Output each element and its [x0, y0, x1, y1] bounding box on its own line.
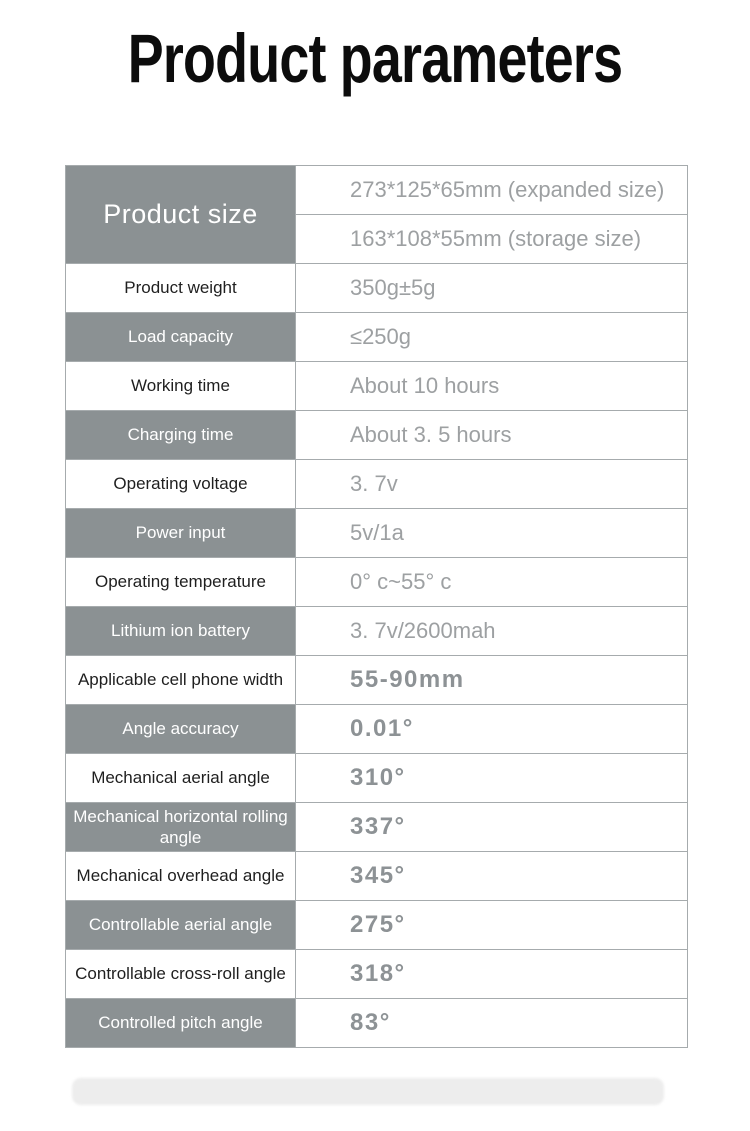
param-value-product-weight: 350g±5g — [296, 264, 688, 313]
table-row — [66, 803, 688, 852]
param-value-expanded-size: 273*125*65mm (expanded size) — [296, 166, 688, 215]
param-label-power-input: Power input — [66, 509, 296, 558]
param-value-power-input: 5v/1a — [296, 509, 688, 558]
param-label-controllable-cross-roll-angle: Controllable cross-roll angle — [66, 950, 296, 999]
table-row — [66, 264, 688, 313]
table-row — [66, 411, 688, 460]
table-row — [66, 362, 688, 411]
table-row — [66, 460, 688, 509]
param-value-cell-phone-width: 55-90mm — [296, 656, 688, 705]
param-label-operating-voltage: Operating voltage — [66, 460, 296, 509]
param-label-working-time: Working time — [66, 362, 296, 411]
param-value-storage-size: 163*108*55mm (storage size) — [296, 215, 688, 264]
param-value-mechanical-aerial-angle: 310° — [296, 754, 688, 803]
param-value-controlled-pitch-angle: 83° — [296, 999, 688, 1048]
table-row — [66, 999, 688, 1048]
table-row — [66, 558, 688, 607]
param-value-operating-voltage: 3. 7v — [296, 460, 688, 509]
table-row — [66, 852, 688, 901]
param-label-mechanical-overhead-angle: Mechanical overhead angle — [66, 852, 296, 901]
param-value-working-time: About 10 hours — [296, 362, 688, 411]
param-label-charging-time: Charging time — [66, 411, 296, 460]
table-row — [66, 313, 688, 362]
param-label-load-capacity: Load capacity — [66, 313, 296, 362]
param-value-mechanical-horizontal-rolling-angle: 337° — [296, 803, 688, 852]
table-row — [66, 509, 688, 558]
page-title: Product parameters — [127, 20, 623, 97]
param-label-lithium-ion-battery: Lithium ion battery — [66, 607, 296, 656]
param-value-mechanical-overhead-angle: 345° — [296, 852, 688, 901]
param-value-controllable-aerial-angle: 275° — [296, 901, 688, 950]
param-value-angle-accuracy: 0.01° — [296, 705, 688, 754]
param-value-operating-temperature: 0° c~55° c — [296, 558, 688, 607]
table-row — [66, 901, 688, 950]
param-value-controllable-cross-roll-angle: 318° — [296, 950, 688, 999]
param-label-product-weight: Product weight — [66, 264, 296, 313]
param-label-product-size: Product size — [66, 166, 296, 264]
bottom-shadow-band — [72, 1078, 664, 1105]
param-value-load-capacity: ≤250g — [296, 313, 688, 362]
table-row — [66, 754, 688, 803]
param-label-mechanical-horizontal-rolling-angle: Mechanical horizontal rolling angle — [66, 803, 296, 852]
param-label-cell-phone-width: Applicable cell phone width — [66, 656, 296, 705]
table-row — [66, 656, 688, 705]
table-row — [66, 950, 688, 999]
param-value-charging-time: About 3. 5 hours — [296, 411, 688, 460]
table-row — [66, 166, 688, 215]
param-label-controlled-pitch-angle: Controlled pitch angle — [66, 999, 296, 1048]
product-parameters-table — [65, 165, 688, 1048]
table-row — [66, 705, 688, 754]
param-label-mechanical-aerial-angle: Mechanical aerial angle — [66, 754, 296, 803]
param-value-lithium-ion-battery: 3. 7v/2600mah — [296, 607, 688, 656]
param-label-operating-temperature: Operating temperature — [66, 558, 296, 607]
param-label-angle-accuracy: Angle accuracy — [66, 705, 296, 754]
param-label-controllable-aerial-angle: Controllable aerial angle — [66, 901, 296, 950]
table-row — [66, 607, 688, 656]
